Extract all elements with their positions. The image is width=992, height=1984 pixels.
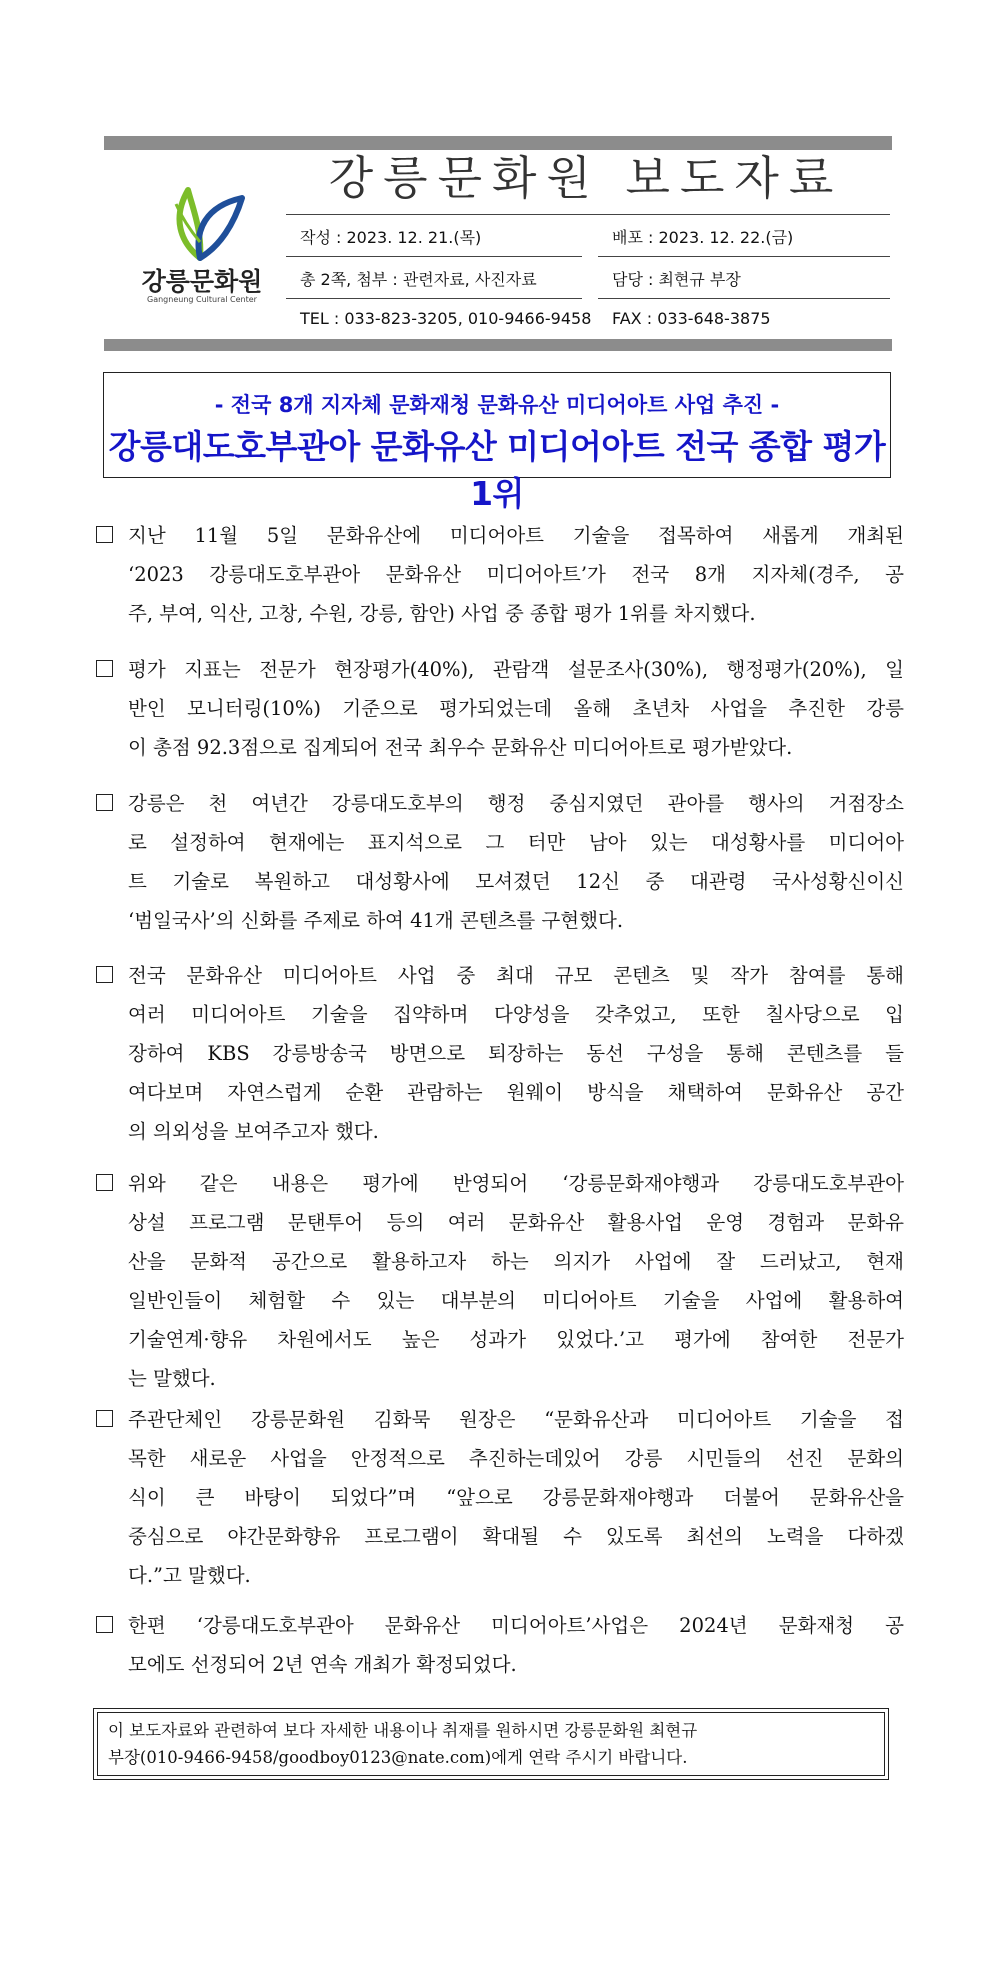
paragraph-line: 이 총점 92.3점으로 집계되어 전국 최우수 문화유산 미디어아트로 평가받았다. [128, 736, 793, 759]
paragraph-line: ‘2023 강릉대도호부관아 문화유산 미디어아트’가 전국 8개 지자체(경주, 공 [128, 563, 904, 586]
header-divider [286, 298, 582, 299]
header-divider [598, 298, 890, 299]
paragraph-line: 기술연계·향유 차원에서도 높은 성과가 있었다.’고 평가에 참여한 전문가 [128, 1328, 904, 1351]
contact-text [108, 1717, 878, 1771]
paragraph [96, 1606, 904, 1684]
document-title: 강릉문화원 보도자료 [328, 151, 844, 205]
headline-box [103, 372, 891, 513]
paragraph [96, 1400, 904, 1595]
paragraph-line: 한편 ‘강릉대도호부관아 문화유산 미디어아트’사업은 2024년 문화재청 공 [128, 1614, 904, 1637]
paragraph-line: 식이 큰 바탕이 되었다”며 “앞으로 강릉문화재야행과 더불어 문화유산을 [128, 1486, 904, 1509]
paragraph-line: 의 의외성을 보여주고자 했다. [128, 1120, 379, 1143]
paragraph-line: 는 말했다. [128, 1367, 216, 1390]
checkbox-bullet-icon [96, 1174, 113, 1191]
paragraph [96, 956, 904, 1151]
paragraph-line: 평가 지표는 전문가 현장평가(40%), 관람객 설문조사(30%), 행정평가(20%), 일 [128, 658, 904, 681]
checkbox-bullet-icon [96, 1410, 113, 1427]
contact-box [93, 1708, 889, 1780]
main-headline: 강릉대도호부관아 문화유산 미디어아트 전국 종합 평가 1위 [108, 427, 886, 513]
org-logo [134, 172, 270, 312]
paragraph-line: ‘범일국사’의 신화를 주제로 하여 41개 콘텐츠를 구현했다. [128, 909, 624, 932]
paragraph [96, 650, 904, 767]
checkbox-bullet-icon [96, 794, 113, 811]
paragraph-line: 강릉은 천 여년간 강릉대도호부의 행정 중심지였던 관아를 행사의 거점장소 [128, 792, 904, 815]
contact-person: 담당 : 최현규 부장 [612, 270, 741, 289]
paragraph-line: 주관단체인 강릉문화원 김화묵 원장은 “문화유산과 미디어아트 기술을 접 [128, 1408, 904, 1431]
paragraph-line: 상설 프로그램 문탠투어 등의 여러 문화유산 활용사업 운영 경험과 문화유 [128, 1211, 904, 1234]
tel-number: TEL : 033-823-3205, 010-9466-9458 [300, 309, 592, 328]
written-date: 작성 : 2023. 12. 21.(목) [300, 228, 482, 247]
paragraph-line: 위와 같은 내용은 평가에 반영되어 ‘강릉문화재야행과 강릉대도호부관아 [128, 1172, 904, 1195]
checkbox-bullet-icon [96, 966, 113, 983]
logo-org-name-en: Gangneung Cultural Center [147, 295, 257, 304]
header-divider [286, 256, 582, 257]
checkbox-bullet-icon [96, 526, 113, 543]
paragraph-line: 모에도 선정되어 2년 연속 개최가 확정되었다. [128, 1653, 517, 1676]
logo-org-name: 강릉문화원 [141, 267, 263, 296]
paragraph [96, 516, 904, 633]
paragraph-line: 장하여 KBS 강릉방송국 방면으로 퇴장하는 동선 구성을 통해 콘텐츠를 들 [128, 1042, 904, 1065]
distribution-date: 배포 : 2023. 12. 22.(금) [612, 228, 794, 247]
contact-line: 이 보도자료와 관련하여 보다 자세한 내용이나 취재를 원하시면 강릉문화원 최현규 [108, 1721, 698, 1740]
paragraph-line: 목한 새로운 사업을 안정적으로 추진하는데있어 강릉 시민들의 선진 문화의 [128, 1447, 904, 1470]
paragraph-line: 전국 문화유산 미디어아트 사업 중 최대 규모 콘텐츠 및 작가 참여를 통해 [128, 964, 904, 987]
paragraph-line: 일반인들이 체험할 수 있는 대부분의 미디어아트 기술을 사업에 활용하여 [128, 1289, 904, 1312]
paragraph-line: 반인 모니터링(10%) 기준으로 평가되었는데 올해 초년차 사업을 추진한 강릉 [128, 697, 904, 720]
paragraph [96, 1164, 904, 1398]
paragraph-line: 로 설정하여 현재에는 표지석으로 그 터만 남아 있는 대성황사를 미디어아 [128, 831, 904, 854]
paragraph-line: 주, 부여, 익산, 고창, 수원, 강릉, 함안) 사업 중 종합 평가 1위를 차지했다. [128, 602, 756, 625]
paragraph-line: 다.”고 말했다. [128, 1564, 251, 1587]
paragraph-line: 여다보며 자연스럽게 순환 관람하는 원웨이 방식을 채택하여 문화유산 공간 [128, 1081, 904, 1104]
leaf-logo-icon [154, 172, 250, 262]
paragraph-line: 산을 문화적 공간으로 활용하고자 하는 의지가 사업에 잘 드러났고, 현재 [128, 1250, 904, 1273]
page-count: 총 2쪽, 첨부 : 관련자료, 사진자료 [300, 270, 537, 289]
paragraph-line: 중심으로 야간문화향유 프로그램이 확대될 수 있도록 최선의 노력을 다하겠 [128, 1525, 904, 1548]
paragraph-line: 지난 11월 5일 문화유산에 미디어아트 기술을 접목하여 새롭게 개최된 [128, 524, 904, 547]
paragraph-line: 여러 미디어아트 기술을 집약하며 다양성을 갖추었고, 또한 칠사당으로 입 [128, 1003, 904, 1026]
header-divider [286, 214, 890, 215]
contact-line: 부장(010-9466-9458/goodboy0123@nate.com)에게 연락 주시기 바랍니다. [108, 1748, 688, 1767]
checkbox-bullet-icon [96, 1616, 113, 1633]
checkbox-bullet-icon [96, 660, 113, 677]
header-bottom-bar [104, 339, 892, 351]
fax-number: FAX : 033-648-3875 [612, 309, 771, 328]
paragraph-line: 트 기술로 복원하고 대성황사에 모셔졌던 12신 중 대관령 국사성황신이신 [128, 870, 904, 893]
paragraph [96, 784, 904, 940]
header-divider [598, 256, 890, 257]
sub-headline: - 전국 8개 지자체 문화재청 문화유산 미디어아트 사업 추진 - [214, 393, 780, 417]
